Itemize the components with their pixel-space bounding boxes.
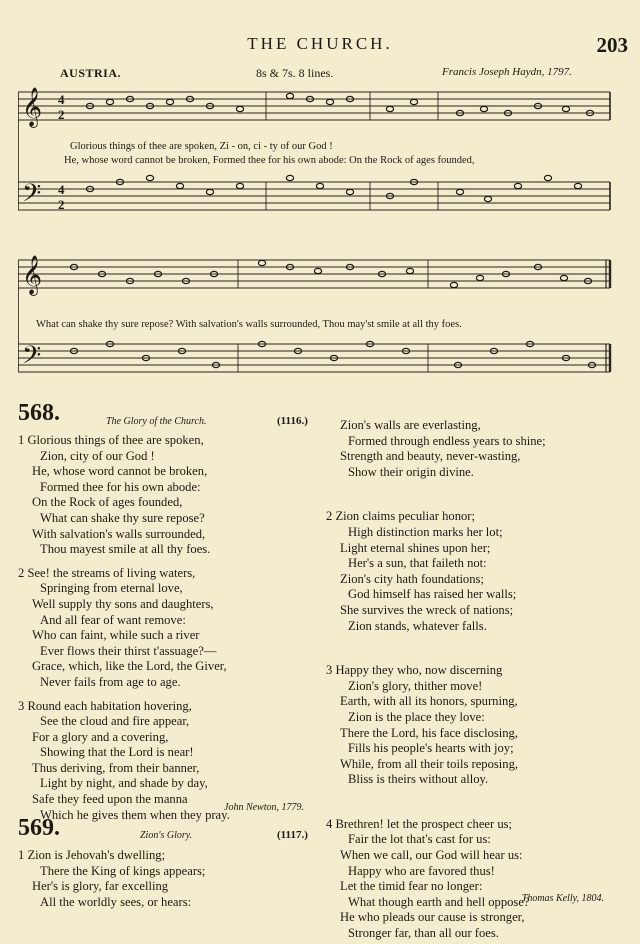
verse-line: Thou mayest smile at all thy foes. xyxy=(40,542,211,557)
hymn-569-text-col1 xyxy=(18,848,318,910)
verse-line: There the Lord, his face disclosing, xyxy=(340,725,519,740)
verse-line: See the cloud and fire appear, xyxy=(40,714,190,729)
verse-line: Zion, city of our God ! xyxy=(40,448,155,463)
hymn-569-ref: (1117.) xyxy=(277,829,308,841)
verse-line: Grace, which, like the Lord, the Giver, xyxy=(32,659,227,674)
verse-line: For a glory and a covering, xyxy=(32,729,169,744)
hymn-568-author: John Newton, 1779. xyxy=(224,802,304,813)
verse-line: Zion stands, whatever falls. xyxy=(348,618,487,633)
verse-line: Well supply thy sons and daughters, xyxy=(32,596,214,611)
verse-line: Showing that the Lord is near! xyxy=(40,745,194,760)
verse-line: Stronger far, than all our foes. xyxy=(348,926,499,941)
svg-text:𝄢: 𝄢 xyxy=(22,341,42,376)
svg-text:2: 2 xyxy=(58,107,65,122)
verse-line: He who pleads our cause is stronger, xyxy=(340,910,525,925)
verse-line: 4 Brethren! let the prospect cheer us; xyxy=(326,816,513,831)
verse-line: Zion's walls are everlasting, xyxy=(340,418,481,432)
verse-line: Springing from eternal love, xyxy=(40,581,183,596)
music-system-1 xyxy=(18,82,618,244)
verse-line: Her's a sun, that faileth not: xyxy=(348,556,487,571)
svg-text:4: 4 xyxy=(58,182,65,197)
verse-line: Let the timid fear no longer: xyxy=(340,879,483,894)
verse-line: 1 Zion is Jehovah's dwelling; xyxy=(18,848,166,862)
verse-line: Safe they feed upon the manna xyxy=(32,792,188,807)
svg-text:𝄞: 𝄞 xyxy=(22,255,43,295)
svg-text:𝄢: 𝄢 xyxy=(22,179,42,214)
verse-line: Show their origin divine. xyxy=(348,464,474,479)
hymn-568-subtitle: The Glory of the Church. xyxy=(106,416,207,427)
svg-text:4: 4 xyxy=(58,92,65,107)
music-lyric-line-1: Glorious things of thee are spoken, Zi - on, ci - ty of our God ! xyxy=(70,141,333,152)
verse-line: Thus deriving, from their banner, xyxy=(32,760,200,775)
verse-line: Zion's glory, thither move! xyxy=(348,678,483,693)
verse-line: 2 Zion claims peculiar honor; xyxy=(326,509,475,524)
verse-line: Her's is glory, far excelling xyxy=(32,879,169,894)
page-number: 203 xyxy=(596,33,628,57)
verse-line: 3 Happy they who, now discerning xyxy=(326,663,503,678)
hymn-568-text xyxy=(18,433,318,823)
hymn-569-author: Thomas Kelly, 1804. xyxy=(521,893,604,904)
verse-line: With salvation's walls surrounded, xyxy=(32,526,206,541)
verse-line: What can shake thy sure repose? xyxy=(40,510,205,525)
hymn-569-text-col2 xyxy=(326,418,626,942)
music-lyric-line-3: What can shake thy sure repose? With salvation's walls surrounded, Thou may'st smile at all thy foes. xyxy=(36,319,462,330)
verse-line: Light eternal shines upon her; xyxy=(340,540,491,555)
verse-line: Ever flows their thirst t'assuage?— xyxy=(40,643,217,658)
verse-line: Formed thee for his own abode: xyxy=(40,479,201,494)
verse-line: All the worldly sees, or hears: xyxy=(40,894,192,909)
verse-line: He, whose word cannot be broken, xyxy=(32,464,208,479)
verse-line: On the Rock of ages founded, xyxy=(32,495,183,510)
verse-line: There the King of kings appears; xyxy=(40,863,206,878)
running-header: THE CHURCH. xyxy=(247,34,393,53)
hymn-569-number: 569. xyxy=(18,815,60,841)
music-system-2 xyxy=(18,252,618,392)
hymn-569-subtitle: Zion's Glory. xyxy=(140,830,193,841)
verse-line: And all fear of want remove: xyxy=(40,612,186,627)
verse-line: 3 Round each habitation hovering, xyxy=(18,698,192,713)
verse-line: God himself has raised her walls; xyxy=(348,587,517,602)
svg-text:2: 2 xyxy=(58,197,65,212)
tune-meter: 8s & 7s. 8 lines. xyxy=(256,66,334,80)
hymn-568-number: 568. xyxy=(18,400,60,426)
verse-line: While, from all their toils reposing, xyxy=(340,756,519,771)
svg-text:𝄞: 𝄞 xyxy=(22,87,43,127)
verse-line: Light by night, and shade by day, xyxy=(40,776,208,791)
verse-line: Who can faint, while such a river xyxy=(32,628,200,643)
hymn-568-ref: (1116.) xyxy=(277,415,308,427)
verse-line: When we call, our God will hear us: xyxy=(340,848,523,863)
verse-line: Formed through endless years to shine; xyxy=(348,433,546,448)
verse-line: What though earth and hell oppose? xyxy=(348,894,530,909)
verse-line: Bliss is theirs without alloy. xyxy=(348,772,489,787)
verse-line: Never fails from age to age. xyxy=(40,674,181,689)
verse-line: Strength and beauty, never-wasting, xyxy=(340,449,521,464)
tune-name: AUSTRIA. xyxy=(60,66,122,80)
verse-line: 1 Glorious things of thee are spoken, xyxy=(18,433,204,447)
verse-line: Zion's city hath foundations; xyxy=(340,571,484,586)
verse-line: Fills his people's hearts with joy; xyxy=(348,741,514,756)
verse-line: Happy who are favored thus! xyxy=(348,863,495,878)
verse-line: High distinction marks her lot; xyxy=(348,524,503,539)
verse-line: 2 See! the streams of living waters, xyxy=(18,565,196,580)
verse-line: Earth, with all its honors, spurning, xyxy=(340,694,518,709)
tune-composer: Francis Joseph Haydn, 1797. xyxy=(442,66,572,78)
verse-line: Which he gives them when they pray. xyxy=(40,807,230,822)
verse-line: Fair the lot that's cast for us: xyxy=(348,832,491,847)
verse-line: She survives the wreck of nations; xyxy=(340,602,514,617)
verse-line: Zion is the place they love: xyxy=(348,709,485,724)
music-lyric-line-2: He, whose word cannot be broken, Formed thee for his own abode: On the Rock of ages founded, xyxy=(64,155,475,166)
